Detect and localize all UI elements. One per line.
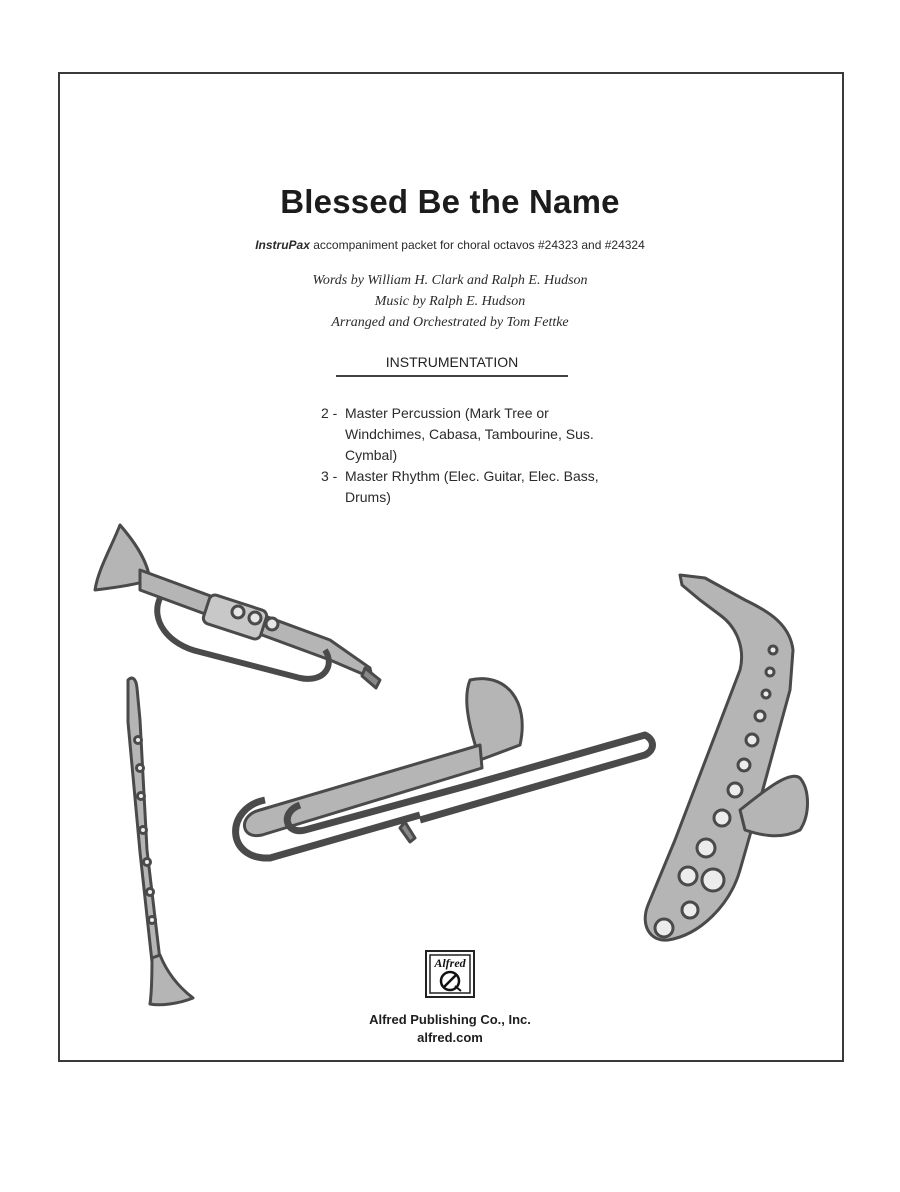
instrumentation-heading: INSTRUMENTATION bbox=[336, 354, 568, 377]
svg-text:Alfred: Alfred bbox=[434, 956, 466, 970]
clarinet-icon bbox=[128, 678, 193, 1005]
instrumentation-number: 2 - bbox=[321, 405, 338, 421]
subtitle-text: accompaniment packet for choral octavos #24323 and #24324 bbox=[309, 238, 645, 252]
alfred-logo bbox=[425, 950, 475, 998]
publisher-website[interactable]: alfred.com bbox=[417, 1030, 483, 1045]
instrumentation-text: Master Percussion (Mark Tree or Windchimes, Cabasa, Tambourine, Sus. Cymbal) bbox=[345, 405, 594, 463]
subtitle-brand: InstruPax bbox=[255, 238, 310, 252]
publisher-block bbox=[0, 1011, 900, 1047]
page-title: Blessed Be the Name bbox=[280, 183, 620, 220]
alfred-logo-graphic bbox=[425, 950, 475, 998]
trombone-icon bbox=[236, 679, 653, 858]
instrumentation-number: 3 - bbox=[321, 468, 338, 484]
credit-music: Music by Ralph E. Hudson bbox=[374, 294, 526, 309]
credit-arranger: Arranged and Orchestrated by Tom Fettke bbox=[331, 315, 569, 330]
publisher-name: Alfred Publishing Co., Inc. bbox=[369, 1012, 531, 1027]
credit-words: Words by William H. Clark and Ralph E. Hudson bbox=[312, 273, 588, 288]
saxophone-icon bbox=[645, 575, 807, 940]
trumpet-icon bbox=[95, 525, 380, 688]
instrumentation-text: Master Rhythm (Elec. Guitar, Elec. Bass, Drums) bbox=[345, 468, 599, 505]
